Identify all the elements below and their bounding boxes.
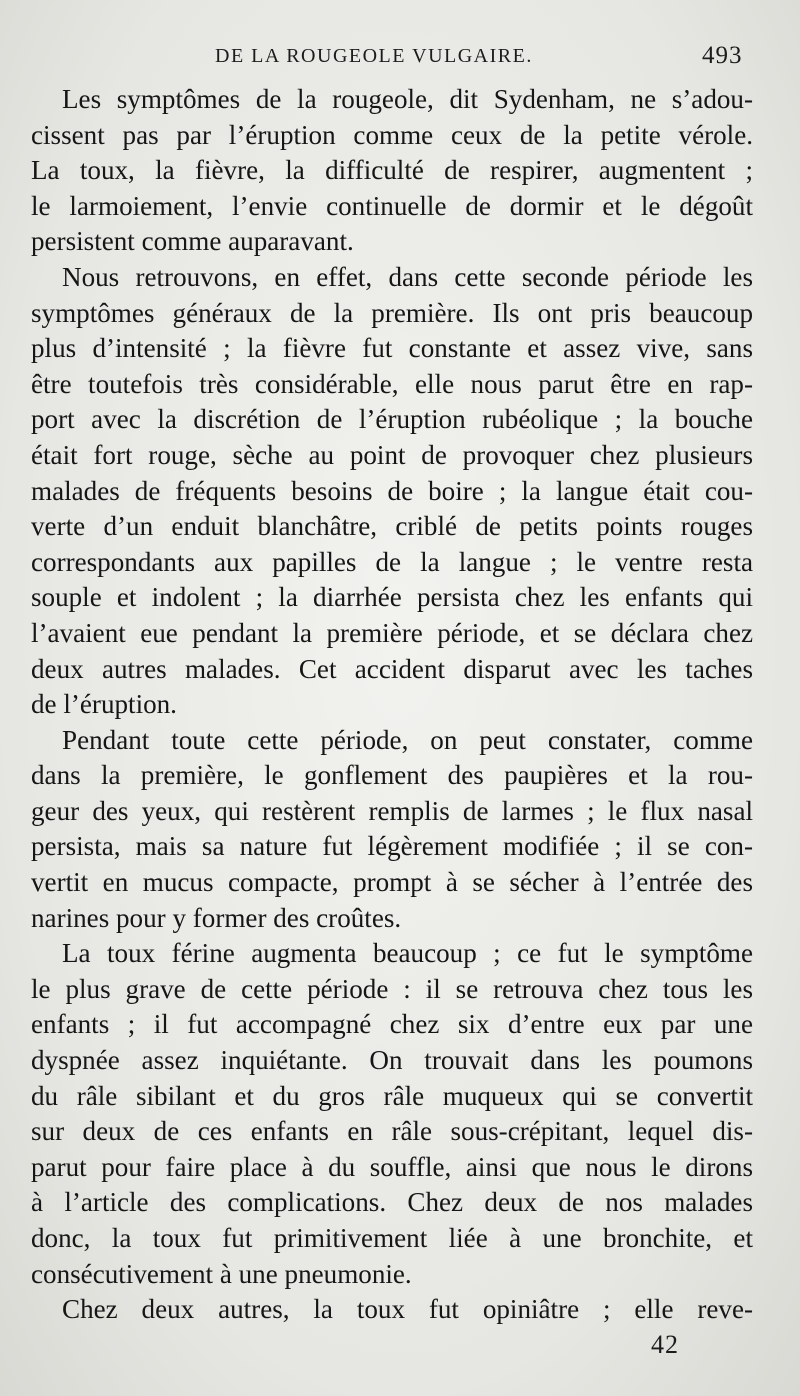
text-line: persista, mais sa nature fut légèrement modifiée ; il se con- — [31, 831, 753, 862]
body-text — [31, 82, 753, 1328]
text-line: souple et indolent ; la diarrhée persista chez les enfants qui — [31, 582, 753, 613]
text-line: donc, la toux fut primitivement liée à une bronchite, et — [31, 1223, 753, 1253]
text-line: du râle sibilant et du gros râle muqueux qui se convertit — [31, 1080, 753, 1111]
text-line: de l’éruption. — [31, 689, 177, 720]
page-number: 493 — [702, 42, 743, 69]
text-line: La toux, la fièvre, la difficulté de respirer, augmentent ; — [31, 155, 753, 186]
text-line: symptômes généraux de la première. Ils ont pris beaucoup — [31, 297, 753, 328]
text-line: l’avaient eue pendant la première période, et se déclara chez — [31, 617, 753, 648]
text-line: Pendant toute cette période, on peut constater, comme — [62, 724, 753, 755]
text-line: consécutivement à une pneumonie. — [31, 1258, 412, 1289]
paragraph — [31, 260, 753, 723]
text-line: verte d’un enduit blanchâtre, criblé de petits points rouges — [31, 511, 753, 542]
text-line: le plus grave de cette période : il se retrouva chez tous les — [31, 973, 753, 1004]
text-line: deux autres malades. Cet accident disparut avec les taches — [31, 653, 753, 684]
text-line: être toutefois très considérable, elle nous parut être en rap- — [31, 368, 753, 399]
text-line: correspondants aux papilles de la langue ; le ventre resta — [31, 546, 753, 577]
signature-mark: 42 — [651, 1330, 679, 1359]
text-line: était fort rouge, sèche au point de provoquer chez plusieurs — [31, 439, 753, 470]
text-line: La toux férine augmenta beaucoup ; ce fut le symptôme — [62, 938, 753, 969]
running-title: DE LA ROUGEOLE VULGAIRE. — [215, 45, 533, 67]
paragraph — [31, 723, 753, 937]
text-line: plus d’intensité ; la fièvre fut constante et assez vive, sans — [31, 333, 753, 364]
text-line: vertit en mucus compacte, prompt à se sécher à l’entrée des — [31, 867, 753, 898]
text-line: geur des yeux, qui restèrent remplis de larmes ; le flux nasal — [31, 795, 753, 826]
text-line: port avec la discrétion de l’éruption rubéolique ; la bouche — [31, 404, 753, 435]
text-line: enfants ; il fut accompagné chez six d’entre eux par une — [31, 1009, 753, 1040]
text-line: parut pour faire place à du souffle, ainsi que nous le dirons — [31, 1151, 753, 1182]
text-line: à l’article des complications. Chez deux de nos malades — [31, 1187, 753, 1218]
text-line: cissent pas par l’éruption comme ceux de la petite vérole. — [31, 119, 753, 150]
text-line: Les symptômes de la rougeole, dit Sydenham, ne s’adou- — [62, 84, 753, 114]
text-line: Chez deux autres, la toux fut opiniâtre ; elle reve- — [62, 1294, 753, 1325]
paragraph — [31, 1292, 753, 1328]
paragraph — [31, 936, 753, 1292]
text-line: le larmoiement, l’envie continuelle de dormir et le dégoût — [31, 190, 753, 221]
text-line: Nous retrouvons, en effet, dans cette seconde période les — [62, 261, 753, 292]
text-line: narines pour y former des croûtes. — [31, 902, 402, 933]
text-line: dyspnée assez inquiétante. On trouvait dans les poumons — [31, 1045, 753, 1076]
text-line: sur deux de ces enfants en râle sous-crépitant, lequel dis- — [31, 1116, 753, 1147]
text-line: malades de fréquents besoins de boire ; la langue était cou- — [31, 475, 753, 506]
paragraph — [31, 82, 753, 260]
text-line: persistent comme auparavant. — [31, 226, 354, 257]
text-line: dans la première, le gonflement des paupières et la rou- — [31, 760, 753, 791]
